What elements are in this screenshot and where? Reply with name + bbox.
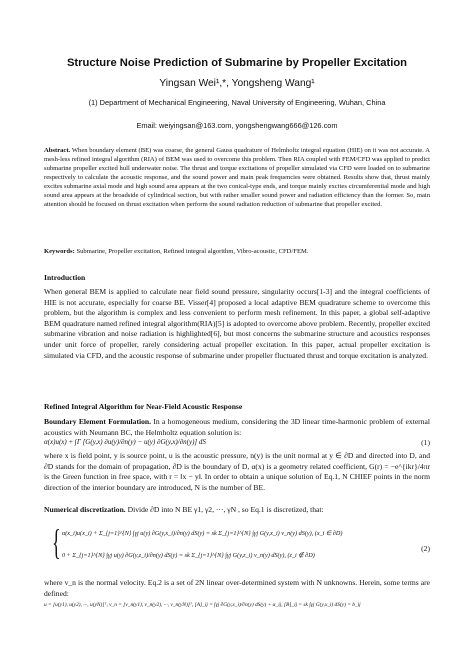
equation-2-brace: {: [52, 522, 61, 562]
equation-1: α(x)u(x) + ∫Γ [G(y,x) ∂u(y)/∂n(y) − u(y) ∂G(y,x)/∂n(y)] dS: [44, 438, 206, 446]
equation-2-line-1: α(x_i)u(x_i) + Σ_{j=1}^{N} ∫γj u(y) ∂G(y,x_i)/∂n(y) dS(y) = sk Σ_{j=1}^{N} ∫γj G(y,x_i) v_n(y) dS(y), (x_i ∈ ∂D): [62, 530, 343, 537]
nd-text: Divide ∂D into N BE γ1, γ2, ···, γN , so Eq.1 is discretized, that:: [127, 505, 324, 514]
definitions-line: u = [u(y1), u(y2), ···, u(yN)]ᵀ, v_n = [v_n(y1), v_n(y2), ···, v_n(yN)]ᵀ, [A]_ij = ∫γj ∂G(y,x_i)/∂n(y) dS(y) + α_ij, [B]_ij = sk ∫γj G(y,x_i) dS(y) = b_ij: [44, 602, 361, 608]
nd-label: Numerical discretization.: [44, 505, 126, 514]
equation-1-number: (1): [421, 438, 430, 447]
be-label: Boundary Element Formulation.: [44, 417, 152, 426]
authors: Yingsan Wei¹,*, Yongsheng Wang¹: [159, 78, 315, 89]
numerical-discretization-paragraph: [44, 505, 430, 516]
affiliation: (1) Department of Mechanical Engineering, Naval University of Engineering, Wuhan, China: [88, 98, 386, 107]
abstract-text: When boundary element (BE) was coarse, the general Gauss quadrature of Helmholtz integral equation (HIE) on it was not accurate. A mesh-less refined integral algorithm (RIA) of BEM was used to overcome this problem. Then RIA coupled with FEM/CFD was applied to predict submarine propeller excited hull underwater noise. The thrust and torque excitations of propeller simulated via CFD were loaded on to submarine respectively to calculate the acoustic response, and the sound power and main peak frequencies were obtained. Results show that, thrust mainly excites submarine axial mode and high sound area appears at the two conical-type ends, and torque mainly excites circumferential mode and high sound area appears at the broadside of cylindrical section, but with rather smaller sound power and radiation efficiency than the former. So, main attention should be focused on thrust excitation when perform the sound radiation reduction of submarine that propeller excited.: [44, 147, 430, 208]
equation-2-line-2: 0 + Σ_{j=1}^{N} ∫γj u(y) ∂G(y,z_i)/∂n(y) dS(y) = sk Σ_{j=1}^{N} ∫γj G(y,z_i) v_n(y) dS(y), (z_i ∉ ∂D): [62, 552, 315, 559]
section-heading-introduction: Introduction: [44, 273, 86, 282]
keywords-label: Keywords:: [44, 248, 75, 255]
boundary-element-paragraph: [44, 417, 430, 438]
introduction-paragraph: When general BEM is applied to calculate near field sound pressure, singularity occurs[1-3] and the integral coefficients of HIE is not accurate, especially for coarse BE. Visser[4] proposed a local adaptive BEM quadrature scheme to overcome this problem, but the algorithm is complex and less convenient to perform mesh refinement. In this paper, a global self-adaptive BEM quadrature named refined integral algorithm(RIA)[5] is adopted to overcome above problem. Recently, propeller excited submarine vibration and noise radiation is highlighted[6], but most concerns the submarine structure and acoustics responses under unit force of propeller, rarely considering actual propeller excitation. In this paper, actual propeller excitation is simulated via CFD, and the acoustic response of submarine under propeller fluctuated thrust and torque excitation is analyzed.: [44, 287, 430, 360]
author-email: Email: weiyingsan@163.com, yongshengwang666@126.com: [136, 121, 338, 130]
section-heading-ria: Refined Integral Algorithm for Near-Field Acoustic Response: [44, 402, 243, 411]
abstract-label: Abstract.: [44, 147, 71, 154]
keywords: [44, 247, 430, 256]
equation-2-number: (2): [421, 544, 430, 553]
be-text: In a homogeneous medium, considering the 3D linear time-harmonic problem of external acoustics with Neumann BC, the Helmholtz equation solution is:: [44, 417, 430, 437]
eq1-explanation: where x is field point, y is source point, u is the acoustic pressure, n(y) is the unit normal at y ∈ ∂D and directed into D, and ∂D stands for the domain of propagation, ∂D is the boundary of D, α(x) is a geometry related coefficient, G(r) = −e^{ikr}/4πr is the Green function in free space, with r = ‖x − y‖. In order to obtain a unique solution of Eq.1, N CHIEF points in the norm direction of the interior boundary are introduced, N is the number of BE.: [44, 451, 430, 492]
abstract: [44, 146, 430, 209]
paper-title: Structure Noise Prediction of Submarine by Propeller Excitation: [66, 57, 408, 69]
keywords-text: Submarine, Propeller excitation, Refined integral algorithm, Vibro-acoustic, CFD/FEM.: [76, 248, 309, 255]
eq2-explanation: where v_n is the normal velocity. Eq.2 is a set of 2N linear over-determined system with N unknowns. Herein, some terms are defined:: [44, 578, 430, 598]
